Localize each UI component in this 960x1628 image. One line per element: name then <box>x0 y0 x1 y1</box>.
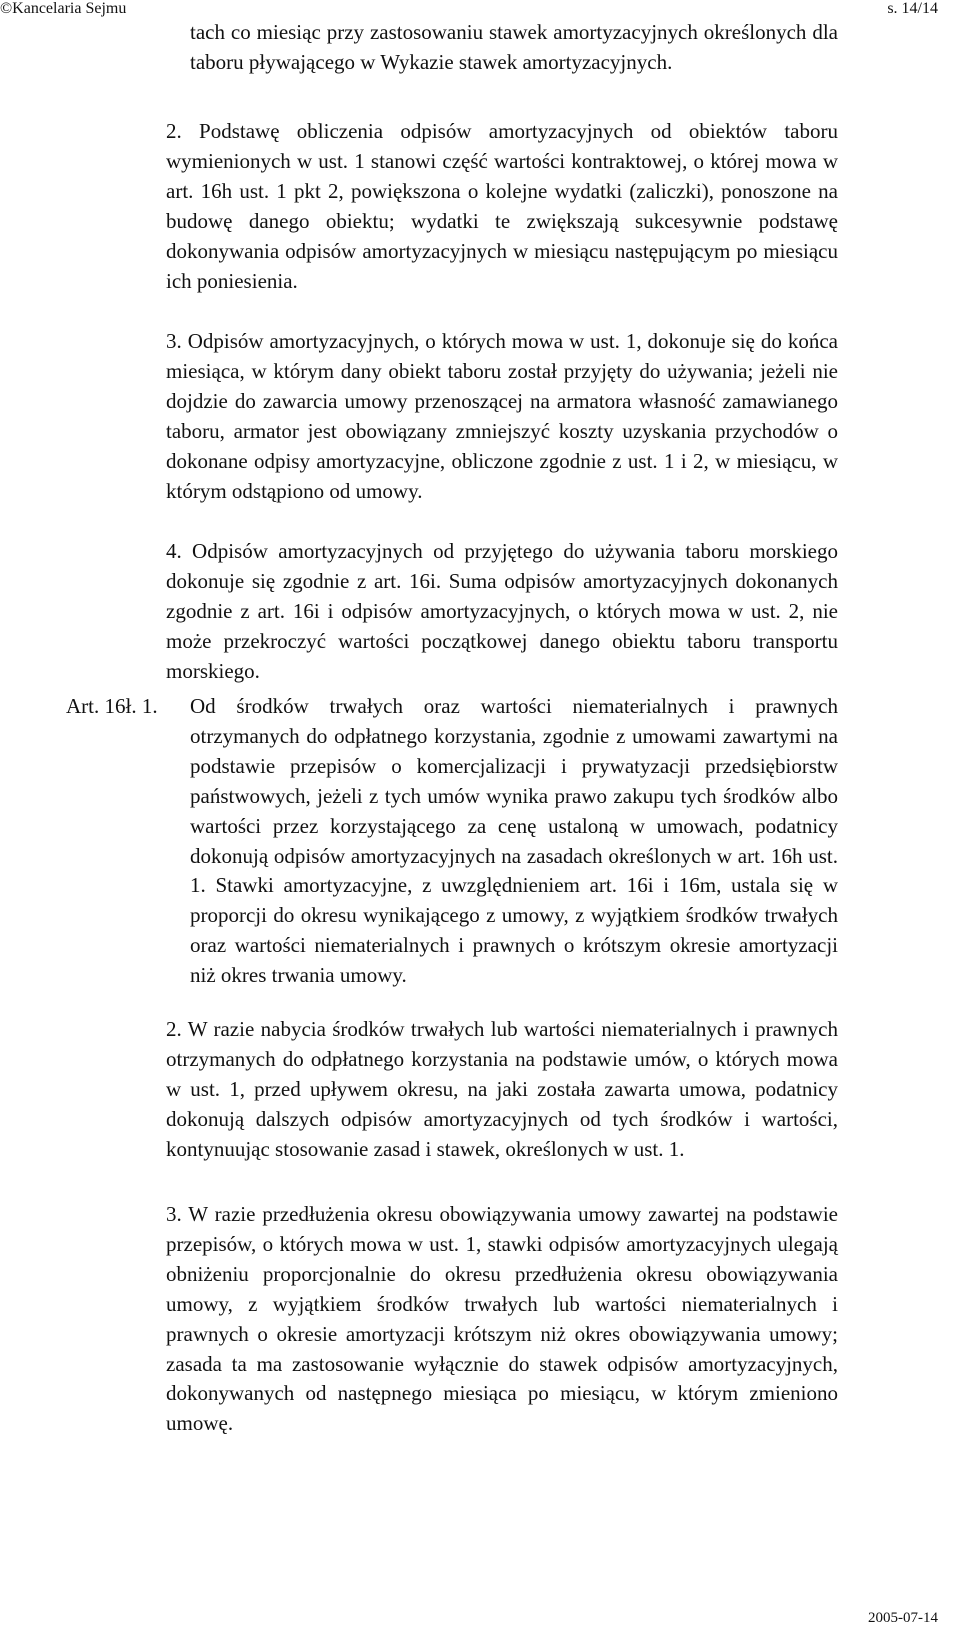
document-date: 2005-07-14 <box>868 1610 938 1626</box>
copyright-notice: ©Kancelaria Sejmu <box>0 0 127 17</box>
article-paragraph-2: 2. W razie nabycia środków trwałych lub wartości niematerialnych i prawnych otrzymanych do odpłatnego korzystania na podstawie umów, o których mowa w ust. 1, przed upływem okresu, na jaki została zawarta umowa, podatnicy dokonują dalszych odpisów amortyzacyjnych od tych środków i wartości, kontynuując stosowanie zasad i stawek, określonych w ust. 1. <box>166 1017 838 1161</box>
paragraph-2: 2. Podstawę obliczenia odpisów amortyzacyjnych od obiektów taboru wymienionych w ust. 1 stanowi część wartości kontraktowej, o której mowa w art. 16h ust. 1 pkt 2, powiększona o kolejne wydatki (zaliczki), ponoszone na budowę danego obiektu; wydatki te zwiększają sukcesywnie podstawę dokonywania odpisów amortyzacyjnych w miesiącu następującym po miesiącu ich poniesienia. <box>166 119 838 293</box>
article-paragraph-1: Od środków trwałych oraz wartości niematerialnych i prawnych otrzymanych do odpłatnego korzystania, zgodnie z umowami zawartymi na podstawie przepisów o komercjalizacji i prywatyzacji przedsiębiorstw państwowych, jeżeli z tych umów wynika prawo zakupu tych środków albo wartości przez korzystającego za cenę ustaloną w umowach, podatnicy dokonują odpisów amortyzacyjnych na zasadach określonych w art. 16h ust. 1. Stawki amortyzacyjne, z uwzględnieniem art. 16i i 16m, ustala się w proporcji do okresu wynikającego z umowy, z wyjątkiem środków trwałych oraz wartości niematerialnych i prawnych o krótszym okresie amortyzacji niż okres trwania umowy. <box>190 694 838 988</box>
paragraph-4: 4. Odpisów amortyzacyjnych od przyjętego do używania taboru morskiego dokonuje się zgodnie z art. 16i. Suma odpisów amortyzacyjnych dokonanych zgodnie z art. 16i i odpisów amortyzacyjnych, o których mowa w ust. 2, nie może przekroczyć wartości początkowej danego obiektu taboru transportu morskiego. <box>166 539 838 683</box>
page-number: s. 14/14 <box>887 0 938 17</box>
paragraph-continuation: tach co miesiąc przy zastosowaniu stawek amortyzacyjnych określonych dla taboru pływającego w Wykazie stawek amortyzacyjnych. <box>190 20 838 74</box>
paragraph-3: 3. Odpisów amortyzacyjnych, o których mowa w ust. 1, dokonuje się do końca miesiąca, w którym dany obiekt taboru został przyjęty do używania; jeżeli nie dojdzie do zawarcia umowy przenoszącej na armatora własność zamawianego taboru, armator jest obowiązany zmniejszyć koszty uzyskania przychodów o dokonane odpisy amortyzacyjne, obliczone zgodnie z ust. 1 i 2, w miesiącu, w którym odstąpiono od umowy. <box>166 329 838 503</box>
article-label: Art. 16ł. 1. <box>66 694 158 718</box>
article-paragraph-3: 3. W razie przedłużenia okresu obowiązywania umowy zawartej na podstawie przepisów, o których mowa w ust. 1, stawki odpisów amortyzacyjnych ulegają obniżeniu proporcjonalnie do okresu przedłużenia okresu obowiązywania umowy, z wyjątkiem środków trwałych lub wartości niematerialnych i prawnych o okresie amortyzacji krótszym niż okres obowiązywania umowy; zasada ta ma zastosowanie wyłącznie do stawek odpisów amortyzacyjnych, dokonywanych od następnego miesiąca po miesiącu, w którym zmieniono umowę. <box>166 1202 838 1436</box>
